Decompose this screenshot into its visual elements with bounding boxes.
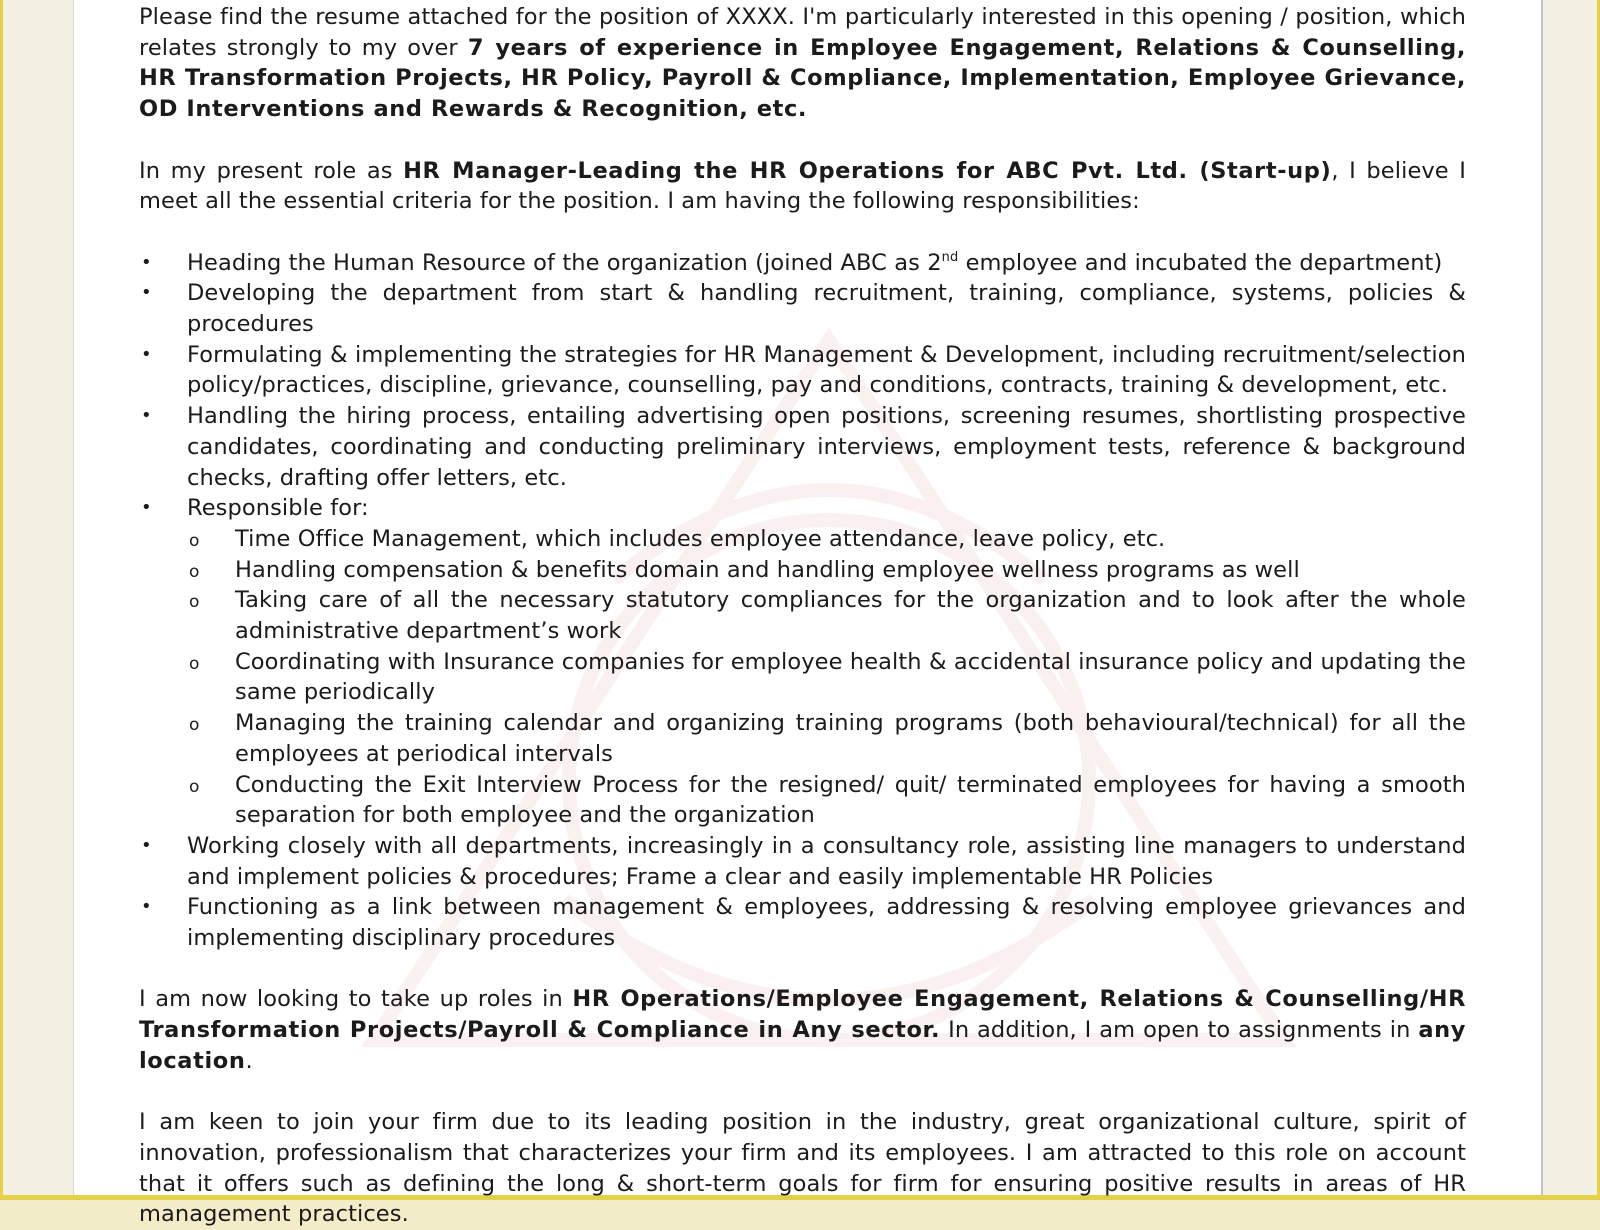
bullet-icon: •: [141, 497, 152, 519]
location-preference: any location: [139, 1017, 1466, 1074]
circle-bullet-icon: o: [189, 715, 200, 736]
sub-responsibilities-list: [187, 524, 1466, 831]
list-item: • Working closely with all departments, increasingly in a consultancy role, assisting line managers to understand and implement policies & procedures; Frame a clear and easily implementable HR Policies: [141, 832, 1466, 890]
list-item: • Handling the hiring process, entailing advertising open positions, screening resumes, shortlisting prospective candidates, coordinating and conducting preliminary interviews, employment tests, reference & background checks, drafting offer letters, etc.: [141, 403, 1466, 491]
list-item: • Functioning as a link between management & employees, addressing & resolving employee grievances and implementing disciplinary procedures: [141, 894, 1466, 952]
target-roles: HR Operations/Employee Engagement, Relations & Counselling/HR Transformation Projects/Payroll & Compliance in Any sector.: [139, 986, 1467, 1044]
bullet-icon: •: [141, 282, 152, 304]
document-page: [73, 0, 1543, 1228]
circle-bullet-icon: o: [189, 592, 200, 613]
list-item: • Heading the Human Resource of the organization (joined ABC as 2nd employee and incubated the department): [139, 248, 1466, 279]
paragraph-motivation: I am keen to join your firm due to its leading position in the industry, great organizational culture, spirit of innovation, professionalism that characterizes your firm and its employees. I am attracted to this role on account that it offers such as defining the long & short-term goals for firm for ensuring positive results in areas of HR management practices.: [139, 1109, 1466, 1228]
paragraph-target-roles: I am now looking to take up roles in HR Operations/Employee Engagement, Relations & Counselling/HR Transformation Projects/Payroll & Compliance in Any sector. In addition, I am open to assignments in any location.: [139, 986, 1467, 1074]
bullet-icon: •: [141, 343, 152, 365]
experience-summary: 7 years of experience in Employee Engagement, Relations & Counselling, HR Transformation Projects, HR Policy, Payroll & Compliance, Implementation, Employee Grievance, OD Interventions and Rewards & Recognition, etc.: [139, 34, 1466, 123]
paragraph-intro: Please find the resume attached for the position of XXXX. I'm particularly interested in this opening / position, which relates strongly to my over 7 years of experience in Employee Engagement, Relations & Counselling, HR Transformation Projects, HR Policy, Payroll & Compliance, Implementation, Employee Grievance, OD Interventions and Rewards & Recognition, etc.: [139, 4, 1466, 123]
responsibilities-list: [139, 248, 1466, 954]
current-role: HR Manager-Leading the HR Operations for ABC Pvt. Ltd. (Start-up): [403, 157, 1332, 184]
sub-list-item: o Conducting the Exit Interview Process for the resigned/ quit/ terminated employees for having a smooth separation for both employee and the organization: [189, 771, 1466, 829]
sub-list-item: o Handling compensation & benefits domain and handling employee wellness programs as well: [187, 555, 1466, 586]
bullet-icon: •: [141, 251, 152, 273]
sub-list-item: o Taking care of all the necessary statutory compliances for the organization and to look after the whole administrative department’s work: [189, 587, 1466, 645]
bullet-icon: •: [141, 834, 152, 856]
list-item: • Developing the department from start & handling recruitment, training, compliance, systems, policies & procedures: [141, 280, 1466, 337]
bullet-icon: •: [141, 896, 152, 918]
circle-bullet-icon: o: [189, 653, 200, 674]
list-item: • Formulating & implementing the strategies for HR Management & Development, including recruitment/selection policy/practices, discipline, grievance, counselling, pay and conditions, contracts, training & development, etc.: [141, 341, 1466, 399]
letter-body: [139, 2, 1466, 1230]
bullet-icon: •: [141, 405, 152, 427]
circle-bullet-icon: o: [189, 530, 200, 551]
list-item: • Responsible for: o Time Office Management, which includes employee attendance, leave policy, etc. o Handling compensation & benefits domain and handling employee wellness programs as well o Taking care of all the necessary statutory compliances for the organization and to look after the whole administrative department’s work o Coordinating with Insurance companies for employee health & accidental insurance policy and updating the same periodically o Managing the training calendar and organizing training programs (both behavioural/technical) for all the employees at periodical intervals o Conducting the Exit Interview Process for the resigned/ quit/ terminated employees for having a smooth separation for both employee and the organization: [139, 493, 1466, 831]
sub-list-item: o Coordinating with Insurance companies for employee health & accidental insurance policy and updating the same periodically: [189, 648, 1466, 706]
sub-list-item: o Managing the training calendar and organizing training programs (both behavioural/technical) for all the employees at periodical intervals: [189, 710, 1466, 767]
sub-list-item: o Time Office Management, which includes employee attendance, leave policy, etc.: [187, 524, 1466, 555]
circle-bullet-icon: o: [189, 776, 200, 797]
paragraph-present-role: In my present role as HR Manager-Leading the HR Operations for ABC Pvt. Ltd. (Start-up), I believe I meet all the essential criteria for the position. I am having the following responsibilities:: [139, 157, 1466, 215]
circle-bullet-icon: o: [189, 561, 200, 582]
